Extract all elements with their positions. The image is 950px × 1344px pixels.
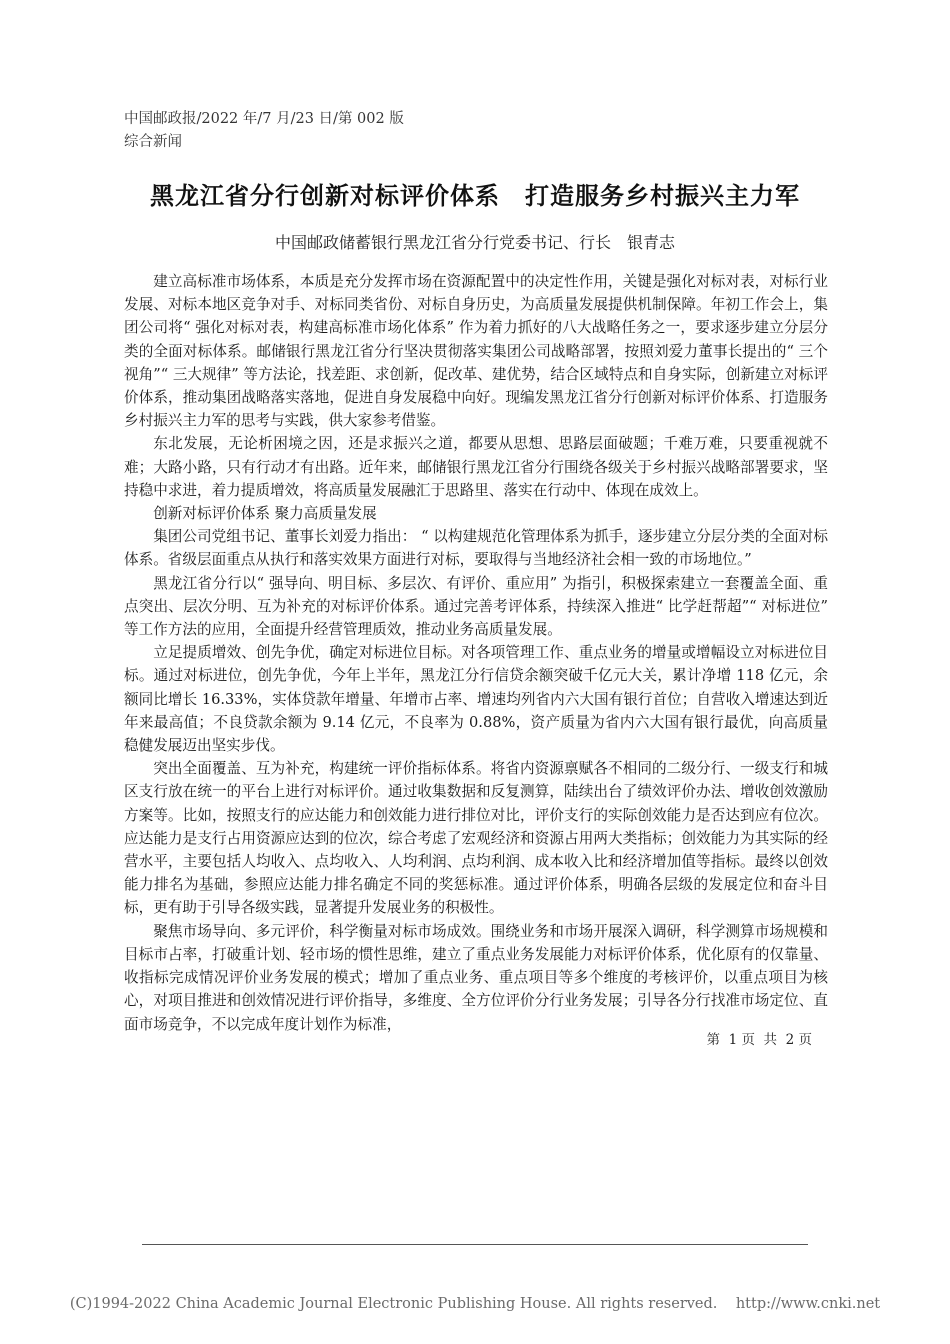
footer-divider — [142, 1244, 808, 1245]
body-paragraph: 集团公司党组书记、董事长刘爱力指出： “ 以构建规范化管理体系为抓手，逐步建立分层分类的全面对标体系。省级层面重点从执行和落实效果方面进行对标，要取得与当地经济社会相一致的市场地位。” — [124, 528, 828, 569]
copyright-notice: (C)1994-2022 China Academic Journal Electronic Publishing House. All rights reserved. http://www.cnki.net — [69, 1296, 881, 1312]
article-byline: 中国邮政储蓄银行黑龙江省分行党委书记、行长 银青志 — [274, 233, 675, 252]
section-heading: 创新对标评价体系 聚力高质量发展 — [153, 505, 377, 523]
page-indicator: 第 1 页 共 2 页 — [706, 1032, 812, 1048]
body-paragraph: 黑龙江省分行以“ 强导向、明目标、多层次、有评价、重应用” 为指引，积极探索建立一套覆盖全面、重点突出、层次分明、互为补充的对标评价体系。通过完善考评体系，持续深入推进“ 比学赶帮超”“ 对标进位” 等工作方法的应用，全面提升经营管理质效，推动业务高质量发展。 — [124, 574, 828, 639]
article-body — [124, 270, 828, 1036]
article-title: 黑龙江省分行创新对标评价体系 打造服务乡村振兴主力军 — [150, 182, 800, 210]
body-paragraph: 建立高标准市场体系，本质是充分发挥市场在资源配置中的决定性作用，关键是强化对标对表，对标行业发展、对标本地区竞争对手、对标同类省份、对标自身历史，为高质量发展提供机制保障。年初工作会上，集团公司将“ 强化对标对表，构建高标准市场化体系” 作为着力抓好的八大战略任务之一，要求逐步建立分层分类的全面对标体系。邮储银行黑龙江省分行坚决贯彻落实集团公司战略部署，按照刘爱力董事长提出的“ 三个视角”“ 三大规律” 等方法论，找差距、求创新，促改革、建优势，结合区域特点和自身实际，创新建立对标评价体系，推动集团战略落实落地，促进自身发展稳中向好。现编发黑龙江省分行创新对标评价体系、打造服务乡村振兴主力军的思考与实践，供大家参考借鉴。 — [124, 273, 828, 430]
body-paragraph: 东北发展，无论析困境之因，还是求振兴之道，都要从思想、思路层面破题；千难万难，只要重视就不难；大路小路，只有行动才有出路。近年来，邮储银行黑龙江省分行围绕各级关于乡村振兴战略部署要求，坚持稳中求进，着力提质增效，将高质量发展融汇于思路里、落实在行动中、体现在成效上。 — [124, 435, 828, 499]
body-paragraph: 聚焦市场导向、多元评价，科学衡量对标市场成效。围绕业务和市场开展深入调研，科学测算市场规模和目标市占率，打破重计划、轻市场的惯性思维，建立了重点业务发展能力对标评价体系，优化原有的仅靠量、收指标完成情况评价业务发展的模式；增加了重点业务、重点项目等多个维度的考核评价，以重点项目为核心，对项目推进和创效情况进行评价指导，多维度、全方位评价分行业务发展；引导各分行找准市场定位、直面市场竞争，不以完成年度计划作为标准， — [124, 922, 828, 1033]
body-paragraph: 立足提质增效、创先争优，确定对标进位目标。对各项管理工作、重点业务的增量或增幅设立对标进位目标。通过对标进位，创先争优，今年上半年，黑龙江分行信贷余额突破千亿元大关，累计净增 118 亿元，余额同比增长 16.33%，实体贷款年增量、年增市占率、增速均列省内六大国有银行首位；自营收入增速达到近年来最高值；不良贷款余额为 9.14 亿元，不良率为 0.88%，资产质量为省内六大国有银行最优，向高质量稳健发展迈出坚实步伐。 — [124, 644, 828, 755]
source-line: 中国邮政报/2022 年/7 月/23 日/第 002 版综合新闻 — [124, 111, 404, 150]
body-paragraph: 突出全面覆盖、互为补充，构建统一评价指标体系。将省内资源禀赋各不相同的二级分行、一级支行和城区支行放在统一的平台上进行对标评价。通过收集数据和反复测算，陆续出台了绩效评价办法、增收创效激励方案等。比如，按照支行的应达能力和创效能力进行排位对比，评价支行的实际创效能力是否达到应有位次。应达能力是支行占用资源应达到的位次，综合考虑了宏观经济和资源占用两大类指标；创效能力为其实际的经营水平，主要包括人均收入、点均收入、人均利润、点均利润、成本收入比和经济增加值等指标。最终以创效能力排名为基础，参照应达能力排名确定不同的奖惩标准。通过评价体系，明确各层级的发展定位和奋斗目标，更有助于引导各级实践，显著提升发展业务的积极性。 — [124, 760, 828, 917]
